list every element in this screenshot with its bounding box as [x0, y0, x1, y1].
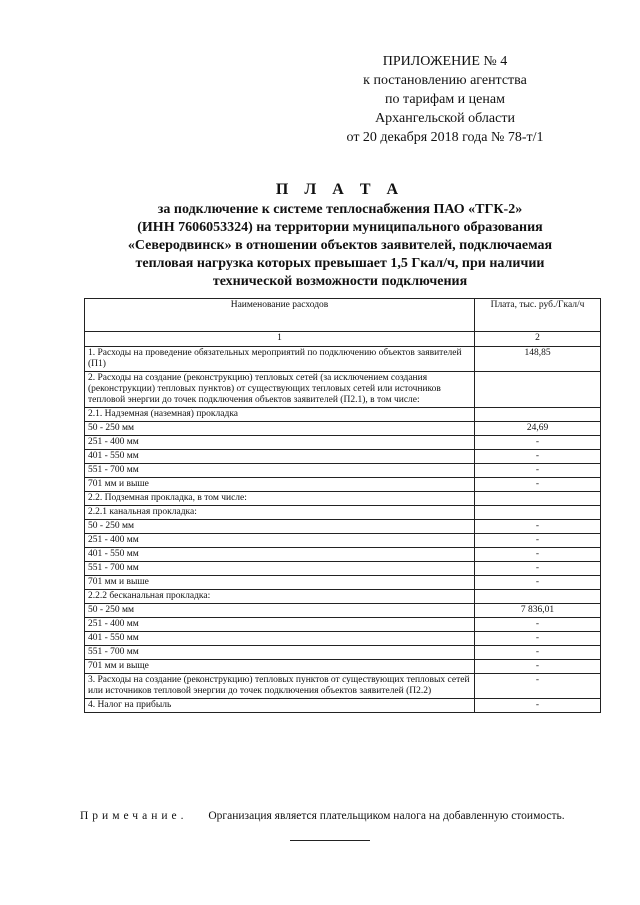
row-value: - [475, 534, 601, 548]
table-row [85, 590, 601, 604]
row-name: 3. Расходы на создание (реконструкцию) тепловых пунктов от существующих тепловых сетей или источников тепловой энергии до точек подключения объектов заявителей (П2.2) [85, 674, 475, 699]
title-line: (ИНН 7606053324) на территории муниципального образования [137, 220, 543, 235]
row-value: - [475, 646, 601, 660]
row-value [475, 590, 601, 604]
title-line: «Северодвинск» в отношении объектов заявителей, подключаемая [127, 238, 553, 253]
table-row [85, 478, 601, 492]
table-row [85, 436, 601, 450]
table-row [85, 372, 601, 408]
table-row [85, 520, 601, 534]
title-line: технической возможности подключения [212, 274, 468, 289]
row-value: - [475, 562, 601, 576]
row-name: 251 - 400 мм [85, 534, 475, 548]
row-name: 701 мм и выще [85, 660, 475, 674]
table-row [85, 548, 601, 562]
row-name: 401 - 550 мм [85, 548, 475, 562]
column-number: 2 [475, 332, 601, 347]
column-number: 1 [85, 332, 475, 347]
row-value: - [475, 699, 601, 713]
row-name: 1. Расходы на проведение обязательных мероприятий по подключению объектов заявителей (П1) [85, 347, 475, 372]
fee-table [84, 298, 601, 713]
row-value: 7 836,01 [475, 604, 601, 618]
row-value: - [475, 618, 601, 632]
row-name: 2. Расходы на создание (реконструкцию) тепловых сетей (за исключением создания (реконструкции) тепловых пунктов) от существующих тепловых сетей или источников тепловой энергии до точек подключения объектов заявителей (П2.1), в том числе: [85, 372, 475, 408]
table-row [85, 534, 601, 548]
column-header-name: Наименование расходов [85, 299, 475, 332]
row-name: 401 - 550 мм [85, 450, 475, 464]
row-name: 50 - 250 мм [85, 422, 475, 436]
appendix-line: по тарифам и ценам [385, 92, 505, 107]
table-row [85, 450, 601, 464]
table-row [85, 506, 601, 520]
appendix-block [330, 52, 560, 147]
table-row [85, 464, 601, 478]
appendix-date: от 20 декабря 2018 года № 78-т/1 [346, 130, 544, 145]
footnote [80, 810, 600, 822]
table-row [85, 576, 601, 590]
column-header-fee: Плата, тыс. руб./Гкал/ч [475, 299, 601, 332]
table-row [85, 492, 601, 506]
row-value: 24,69 [475, 422, 601, 436]
table-row [85, 562, 601, 576]
table-header-row [85, 299, 601, 332]
row-value: 148,85 [475, 347, 601, 372]
row-name: 701 мм и выше [85, 478, 475, 492]
row-name: 551 - 700 мм [85, 562, 475, 576]
row-value: - [475, 674, 601, 699]
row-value [475, 408, 601, 422]
table-row [85, 632, 601, 646]
row-value: - [475, 464, 601, 478]
row-name: 2.1. Надземная (наземная) прокладка [85, 408, 475, 422]
title-heading: П Л А Т А [275, 181, 405, 198]
row-value: - [475, 436, 601, 450]
row-name: 50 - 250 мм [85, 604, 475, 618]
row-value: - [475, 450, 601, 464]
row-name: 551 - 700 мм [85, 646, 475, 660]
table-row [85, 422, 601, 436]
row-value: - [475, 576, 601, 590]
footnote-text: Организация является плательщиком налога на добавленную стоимость. [208, 810, 565, 822]
table-row [85, 408, 601, 422]
row-name: 251 - 400 мм [85, 618, 475, 632]
row-name: 2.2.2 бесканальная прокладка: [85, 590, 475, 604]
row-value: - [475, 660, 601, 674]
closing-rule [290, 840, 370, 841]
table-row [85, 674, 601, 699]
column-number-row [85, 332, 601, 347]
row-value: - [475, 520, 601, 534]
row-value [475, 506, 601, 520]
row-value: - [475, 478, 601, 492]
row-name: 2.2.1 канальная прокладка: [85, 506, 475, 520]
table-row [85, 604, 601, 618]
table-row [85, 699, 601, 713]
footnote-label: Примечание. [80, 810, 188, 822]
title-line: тепловая нагрузка которых превышает 1,5 Гкал/ч, при наличии [135, 256, 545, 271]
table-row [85, 646, 601, 660]
row-name: 401 - 550 мм [85, 632, 475, 646]
appendix-title: ПРИЛОЖЕНИЕ № 4 [382, 54, 508, 69]
appendix-line: к постановлению агентства [363, 73, 527, 88]
appendix-line: Архангельской области [375, 111, 515, 126]
row-value [475, 372, 601, 408]
table-row [85, 347, 601, 372]
row-value: - [475, 548, 601, 562]
row-name: 251 - 400 мм [85, 436, 475, 450]
table-row [85, 618, 601, 632]
row-value [475, 492, 601, 506]
row-name: 50 - 250 мм [85, 520, 475, 534]
document-title [80, 180, 600, 291]
table-row [85, 660, 601, 674]
row-name: 701 мм и выше [85, 576, 475, 590]
row-name: 551 - 700 мм [85, 464, 475, 478]
row-name: 4. Налог на прибыль [85, 699, 475, 713]
title-line: за подключение к системе теплоснабжения ПАО «ТГК-2» [157, 202, 523, 217]
row-value: - [475, 632, 601, 646]
row-name: 2.2. Подземная прокладка, в том числе: [85, 492, 475, 506]
